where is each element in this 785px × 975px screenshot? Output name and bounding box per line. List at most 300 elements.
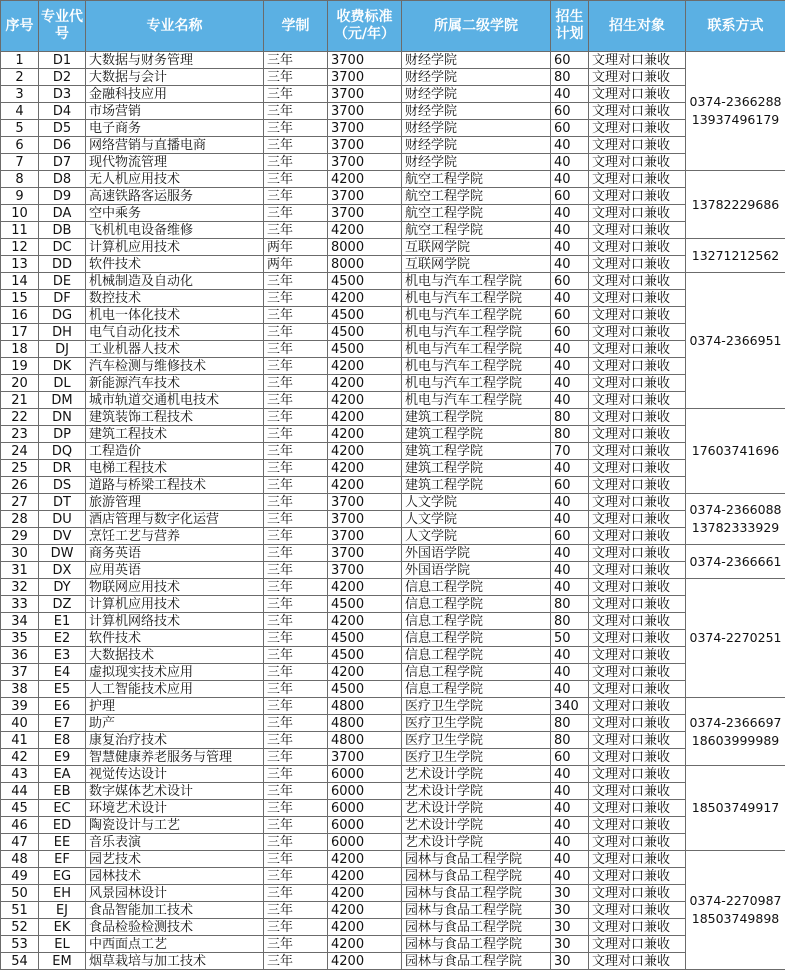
cell-quota: 40 [551,392,589,409]
cell-index: 2 [1,69,39,86]
cell-duration: 三年 [264,851,328,868]
table-row [1,681,785,698]
cell-target: 文理对口兼收 [589,188,686,205]
cell-code: EH [39,885,86,902]
cell-college: 建筑工程学院 [402,477,551,494]
cell-fee: 6000 [328,783,402,800]
header-target: 招生对象 [589,1,686,52]
cell-index: 14 [1,273,39,290]
cell-fee: 4200 [328,375,402,392]
cell-contact [686,409,785,494]
cell-target: 文理对口兼收 [589,630,686,647]
cell-quota: 30 [551,902,589,919]
cell-quota: 40 [551,800,589,817]
cell-index: 54 [1,953,39,970]
cell-college: 财经学院 [402,52,551,69]
cell-fee: 4500 [328,324,402,341]
table-row [1,545,785,562]
cell-code: EF [39,851,86,868]
cell-college: 园林与食品工程学院 [402,953,551,970]
cell-quota: 60 [551,749,589,766]
cell-target: 文理对口兼收 [589,681,686,698]
cell-name: 金融科技应用 [86,86,264,103]
cell-code: E7 [39,715,86,732]
cell-fee: 4200 [328,613,402,630]
cell-quota: 40 [551,868,589,885]
cell-college: 机电与汽车工程学院 [402,341,551,358]
cell-college: 财经学院 [402,103,551,120]
cell-duration: 三年 [264,358,328,375]
cell-duration: 三年 [264,596,328,613]
cell-fee: 4200 [328,443,402,460]
cell-fee: 4800 [328,732,402,749]
cell-name: 汽车检测与维修技术 [86,358,264,375]
cell-target: 文理对口兼收 [589,783,686,800]
cell-code: DP [39,426,86,443]
table-row [1,511,785,528]
cell-duration: 两年 [264,239,328,256]
cell-index: 32 [1,579,39,596]
cell-college: 外国语学院 [402,562,551,579]
cell-code: E9 [39,749,86,766]
cell-code: DY [39,579,86,596]
cell-name: 软件技术 [86,630,264,647]
table-row [1,120,785,137]
cell-name: 数控技术 [86,290,264,307]
cell-college: 信息工程学院 [402,664,551,681]
cell-duration: 三年 [264,613,328,630]
cell-code: D7 [39,154,86,171]
cell-target: 文理对口兼收 [589,358,686,375]
cell-target: 文理对口兼收 [589,851,686,868]
cell-code: DA [39,205,86,222]
cell-index: 4 [1,103,39,120]
cell-duration: 三年 [264,511,328,528]
cell-name: 旅游管理 [86,494,264,511]
cell-college: 互联网学院 [402,256,551,273]
cell-name: 飞机机电设备维修 [86,222,264,239]
cell-fee: 4200 [328,902,402,919]
cell-college: 航空工程学院 [402,171,551,188]
cell-duration: 三年 [264,222,328,239]
table-row [1,137,785,154]
cell-fee: 8000 [328,239,402,256]
cell-duration: 三年 [264,443,328,460]
cell-name: 工业机器人技术 [86,341,264,358]
cell-fee: 6000 [328,817,402,834]
cell-fee: 4200 [328,664,402,681]
cell-fee: 4200 [328,290,402,307]
cell-duration: 三年 [264,392,328,409]
table-row [1,698,785,715]
cell-code: EJ [39,902,86,919]
cell-quota: 80 [551,613,589,630]
table-row [1,222,785,239]
cell-duration: 三年 [264,171,328,188]
cell-quota: 30 [551,953,589,970]
cell-name: 食品智能加工技术 [86,902,264,919]
cell-target: 文理对口兼收 [589,69,686,86]
cell-fee: 3700 [328,86,402,103]
cell-duration: 三年 [264,630,328,647]
cell-quota: 40 [551,766,589,783]
header-duration: 学制 [264,1,328,52]
table-row [1,834,785,851]
cell-code: DV [39,528,86,545]
contact-number: 13271212562 [691,247,780,263]
cell-fee: 3700 [328,511,402,528]
cell-contact [686,851,785,970]
cell-college: 艺术设计学院 [402,817,551,834]
cell-college: 机电与汽车工程学院 [402,307,551,324]
cell-code: DJ [39,341,86,358]
cell-college: 机电与汽车工程学院 [402,375,551,392]
cell-quota: 60 [551,52,589,69]
cell-target: 文理对口兼收 [589,511,686,528]
cell-name: 道路与桥梁工程技术 [86,477,264,494]
table-row [1,800,785,817]
header-fee: 收费标准（元/年） [328,1,402,52]
cell-name: 数字媒体艺术设计 [86,783,264,800]
table-row [1,273,785,290]
cell-quota: 60 [551,273,589,290]
cell-target: 文理对口兼收 [589,664,686,681]
cell-code: DB [39,222,86,239]
cell-fee: 4500 [328,630,402,647]
cell-quota: 340 [551,698,589,715]
cell-contact [686,579,785,698]
cell-code: E3 [39,647,86,664]
cell-college: 人文学院 [402,511,551,528]
cell-name: 视觉传达设计 [86,766,264,783]
table-row [1,817,785,834]
cell-target: 文理对口兼收 [589,715,686,732]
cell-quota: 60 [551,324,589,341]
cell-quota: 80 [551,426,589,443]
cell-index: 39 [1,698,39,715]
cell-index: 16 [1,307,39,324]
cell-contact [686,698,785,766]
cell-college: 互联网学院 [402,239,551,256]
cell-quota: 30 [551,919,589,936]
cell-quota: 40 [551,341,589,358]
cell-fee: 4200 [328,358,402,375]
cell-duration: 三年 [264,698,328,715]
cell-index: 43 [1,766,39,783]
table-row [1,749,785,766]
cell-college: 医疗卫生学院 [402,732,551,749]
cell-college: 艺术设计学院 [402,834,551,851]
cell-index: 29 [1,528,39,545]
table-row [1,52,785,69]
cell-fee: 4500 [328,341,402,358]
cell-name: 市场营销 [86,103,264,120]
cell-fee: 3700 [328,545,402,562]
cell-college: 信息工程学院 [402,630,551,647]
table-row [1,341,785,358]
cell-code: DH [39,324,86,341]
cell-college: 外国语学院 [402,545,551,562]
table-row [1,885,785,902]
cell-quota: 40 [551,358,589,375]
cell-contact [686,273,785,409]
cell-code: D3 [39,86,86,103]
cell-target: 文理对口兼收 [589,409,686,426]
cell-target: 文理对口兼收 [589,443,686,460]
cell-target: 文理对口兼收 [589,375,686,392]
cell-college: 建筑工程学院 [402,443,551,460]
contact-number: 17603741696 [691,443,780,458]
cell-index: 19 [1,358,39,375]
cell-duration: 三年 [264,800,328,817]
cell-target: 文理对口兼收 [589,749,686,766]
table-row [1,188,785,205]
table-body [1,52,785,970]
cell-duration: 三年 [264,477,328,494]
cell-quota: 80 [551,715,589,732]
cell-code: DC [39,239,86,256]
table-row [1,358,785,375]
cell-name: 电气自动化技术 [86,324,264,341]
cell-target: 文理对口兼收 [589,426,686,443]
cell-duration: 三年 [264,647,328,664]
cell-target: 文理对口兼收 [589,477,686,494]
table-row [1,460,785,477]
table-row [1,205,785,222]
cell-fee: 4200 [328,919,402,936]
cell-fee: 4200 [328,409,402,426]
contact-number: 0374-2366661 [689,553,782,569]
cell-index: 24 [1,443,39,460]
cell-name: 人工智能技术应用 [86,681,264,698]
cell-index: 28 [1,511,39,528]
cell-code: DW [39,545,86,562]
cell-quota: 40 [551,460,589,477]
cell-quota: 40 [551,222,589,239]
cell-target: 文理对口兼收 [589,579,686,596]
cell-code: DU [39,511,86,528]
cell-name: 酒店管理与数字化运营 [86,511,264,528]
table-row [1,902,785,919]
cell-name: 建筑工程技术 [86,426,264,443]
cell-fee: 4500 [328,273,402,290]
cell-target: 文理对口兼收 [589,256,686,273]
cell-name: 陶瓷设计与工艺 [86,817,264,834]
cell-duration: 三年 [264,324,328,341]
cell-index: 48 [1,851,39,868]
cell-code: EC [39,800,86,817]
contact-number: 18503749898 [691,911,780,926]
cell-code: ED [39,817,86,834]
cell-code: EA [39,766,86,783]
cell-duration: 三年 [264,885,328,902]
table-row [1,86,785,103]
cell-target: 文理对口兼收 [589,766,686,783]
table-row [1,953,785,970]
table-row [1,171,785,188]
cell-quota: 60 [551,477,589,494]
cell-index: 52 [1,919,39,936]
table-row [1,477,785,494]
table-row [1,936,785,953]
cell-fee: 4200 [328,222,402,239]
cell-name: 智慧健康养老服务与管理 [86,749,264,766]
cell-code: DN [39,409,86,426]
cell-index: 53 [1,936,39,953]
cell-duration: 三年 [264,86,328,103]
table-row [1,494,785,511]
cell-name: 应用英语 [86,562,264,579]
cell-college: 机电与汽车工程学院 [402,358,551,375]
table-row [1,766,785,783]
cell-college: 信息工程学院 [402,647,551,664]
cell-index: 21 [1,392,39,409]
table-row [1,103,785,120]
cell-duration: 三年 [264,936,328,953]
cell-duration: 三年 [264,732,328,749]
table-row [1,630,785,647]
cell-college: 航空工程学院 [402,205,551,222]
cell-target: 文理对口兼收 [589,273,686,290]
table-row [1,715,785,732]
table-row [1,443,785,460]
cell-target: 文理对口兼收 [589,817,686,834]
cell-index: 1 [1,52,39,69]
cell-target: 文理对口兼收 [589,698,686,715]
cell-index: 13 [1,256,39,273]
cell-code: DK [39,358,86,375]
cell-index: 27 [1,494,39,511]
cell-code: DQ [39,443,86,460]
cell-duration: 三年 [264,579,328,596]
cell-code: EM [39,953,86,970]
table-row [1,154,785,171]
cell-index: 10 [1,205,39,222]
cell-code: EE [39,834,86,851]
cell-target: 文理对口兼收 [589,341,686,358]
cell-college: 人文学院 [402,528,551,545]
cell-college: 信息工程学院 [402,596,551,613]
cell-index: 12 [1,239,39,256]
cell-target: 文理对口兼收 [589,324,686,341]
contact-number: 0374-2366697 [689,714,782,730]
cell-quota: 30 [551,885,589,902]
cell-fee: 4500 [328,307,402,324]
cell-college: 机电与汽车工程学院 [402,324,551,341]
cell-target: 文理对口兼收 [589,953,686,970]
cell-quota: 40 [551,137,589,154]
cell-name: 高速铁路客运服务 [86,188,264,205]
cell-quota: 50 [551,630,589,647]
cell-target: 文理对口兼收 [589,307,686,324]
cell-index: 22 [1,409,39,426]
cell-code: DX [39,562,86,579]
cell-fee: 4200 [328,851,402,868]
contact-number: 0374-2270987 [689,893,782,908]
cell-name: 大数据与会计 [86,69,264,86]
cell-quota: 40 [551,494,589,511]
cell-college: 艺术设计学院 [402,766,551,783]
cell-fee: 3700 [328,69,402,86]
cell-code: DL [39,375,86,392]
cell-quota: 60 [551,307,589,324]
cell-target: 文理对口兼收 [589,562,686,579]
cell-quota: 40 [551,834,589,851]
cell-code: E5 [39,681,86,698]
cell-name: 计算机应用技术 [86,239,264,256]
cell-quota: 80 [551,69,589,86]
cell-index: 38 [1,681,39,698]
cell-name: 现代物流管理 [86,154,264,171]
cell-quota: 40 [551,375,589,392]
table-row [1,783,785,800]
contact-number: 0374-2366288 [689,94,782,109]
cell-quota: 40 [551,86,589,103]
header-name: 专业名称 [86,1,264,52]
cell-target: 文理对口兼收 [589,494,686,511]
table-row [1,69,785,86]
cell-quota: 70 [551,443,589,460]
cell-name: 助产 [86,715,264,732]
cell-name: 物联网应用技术 [86,579,264,596]
cell-duration: 三年 [264,188,328,205]
cell-name: 电梯工程技术 [86,460,264,477]
cell-fee: 4500 [328,647,402,664]
cell-college: 园林与食品工程学院 [402,868,551,885]
cell-code: D8 [39,171,86,188]
cell-index: 23 [1,426,39,443]
table-row [1,324,785,341]
cell-index: 7 [1,154,39,171]
cell-quota: 80 [551,409,589,426]
cell-duration: 三年 [264,375,328,392]
table-row [1,392,785,409]
cell-name: 工程造价 [86,443,264,460]
cell-target: 文理对口兼收 [589,545,686,562]
cell-code: D4 [39,103,86,120]
cell-quota: 60 [551,120,589,137]
contact-number: 0374-2270251 [689,630,782,645]
contact-number: 18603999989 [691,732,780,748]
cell-fee: 4200 [328,392,402,409]
cell-target: 文理对口兼收 [589,137,686,154]
cell-quota: 60 [551,528,589,545]
cell-quota: 40 [551,154,589,171]
cell-duration: 两年 [264,256,328,273]
cell-duration: 三年 [264,953,328,970]
contact-number: 13782229686 [691,196,780,212]
header-code: 专业代号 [39,1,86,52]
cell-quota: 40 [551,817,589,834]
cell-target: 文理对口兼收 [589,613,686,630]
cell-index: 26 [1,477,39,494]
cell-target: 文理对口兼收 [589,239,686,256]
cell-college: 建筑工程学院 [402,460,551,477]
cell-name: 中西面点工艺 [86,936,264,953]
cell-college: 医疗卫生学院 [402,698,551,715]
cell-college: 医疗卫生学院 [402,715,551,732]
cell-code: DD [39,256,86,273]
cell-college: 园林与食品工程学院 [402,851,551,868]
cell-code: EB [39,783,86,800]
cell-fee: 3700 [328,749,402,766]
cell-index: 31 [1,562,39,579]
cell-college: 财经学院 [402,137,551,154]
cell-code: D6 [39,137,86,154]
cell-target: 文理对口兼收 [589,120,686,137]
cell-target: 文理对口兼收 [589,936,686,953]
cell-name: 计算机应用技术 [86,596,264,613]
